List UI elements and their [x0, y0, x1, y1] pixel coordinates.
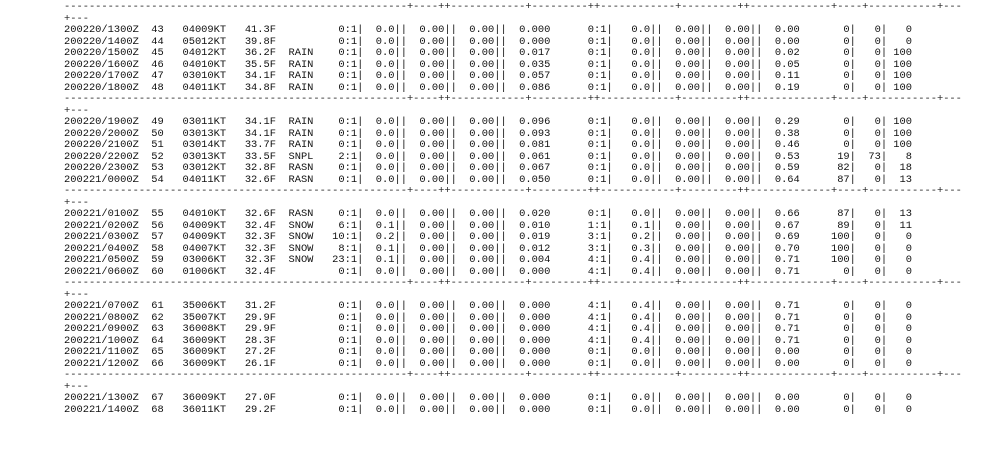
forecast-row: 200221/0300Z 57 04009KT 32.3F SNOW 10:1| 0.2|| 0.00|| 0.00|| 0.019 3:1| 0.2|| 0.00|| 0.00|| 0.69 100| 0| 0 — [64, 231, 913, 243]
separator-line: -------------------------------------------------------+----++------------+---------++------------+---------++-------------+----+-----------+--- — [64, 93, 962, 105]
separator-line: +--- — [64, 104, 89, 117]
forecast-row: 200221/0200Z 56 04009KT 32.4F SNOW 6:1| 0.1|| 0.00|| 0.00|| 0.010 1:1| 0.1|| 0.00|| 0.00|| 0.67 89| 0| 11 — [64, 219, 913, 232]
forecast-row: 200221/1300Z 67 36009KT 27.0F 0:1| 0.0|| 0.00|| 0.00|| 0.000 0:1| 0.0|| 0.00|| 0.00|| 0.00 0| 0| 0 — [64, 392, 913, 404]
forecast-text-table — [64, 2, 962, 416]
separator-line: -------------------------------------------------------+----++------------+---------++------------+---------++-------------+----+-----------+--- — [64, 1, 962, 13]
forecast-row: 200221/0900Z 63 36008KT 29.9F 0:1| 0.0|| 0.00|| 0.00|| 0.000 4:1| 0.4|| 0.00|| 0.00|| 0.71 0| 0| 0 — [64, 323, 913, 335]
forecast-row: 200220/1400Z 44 05012KT 39.8F 0:1| 0.0|| 0.00|| 0.00|| 0.000 0:1| 0.0|| 0.00|| 0.00|| 0.00 0| 0| 0 — [64, 35, 913, 48]
forecast-row: 200220/1500Z 45 04012KT 36.2F RAIN 0:1| 0.0|| 0.00|| 0.00|| 0.017 0:1| 0.0|| 0.00|| 0.00|| 0.02 0| 0| 100 — [64, 47, 913, 59]
forecast-row: 200220/2100Z 51 03014KT 33.7F RAIN 0:1| 0.0|| 0.00|| 0.00|| 0.081 0:1| 0.0|| 0.00|| 0.00|| 0.46 0| 0| 100 — [64, 139, 913, 151]
forecast-row: 200220/2000Z 50 03013KT 34.1F RAIN 0:1| 0.0|| 0.00|| 0.00|| 0.093 0:1| 0.0|| 0.00|| 0.00|| 0.38 0| 0| 100 — [64, 127, 913, 140]
forecast-row: 200221/1400Z 68 36011KT 29.2F 0:1| 0.0|| 0.00|| 0.00|| 0.000 0:1| 0.0|| 0.00|| 0.00|| 0.00 0| 0| 0 — [64, 403, 913, 416]
forecast-row: 200221/1200Z 66 36009KT 26.1F 0:1| 0.0|| 0.00|| 0.00|| 0.000 0:1| 0.0|| 0.00|| 0.00|| 0.00 0| 0| 0 — [64, 357, 913, 370]
forecast-row: 200220/2300Z 53 03012KT 32.8F RASN 0:1| 0.0|| 0.00|| 0.00|| 0.067 0:1| 0.0|| 0.00|| 0.00|| 0.59 82| 0| 18 — [64, 162, 913, 174]
separator-line: -------------------------------------------------------+----++------------+---------++------------+---------++-------------+----+-----------+--- — [64, 277, 962, 289]
forecast-row: 200220/1800Z 48 04011KT 34.8F RAIN 0:1| 0.0|| 0.00|| 0.00|| 0.086 0:1| 0.0|| 0.00|| 0.00|| 0.19 0| 0| 100 — [64, 81, 913, 94]
separator-line: +--- — [64, 288, 89, 301]
forecast-row: 200220/1300Z 43 04009KT 41.3F 0:1| 0.0|| 0.00|| 0.00|| 0.000 0:1| 0.0|| 0.00|| 0.00|| 0.00 0| 0| 0 — [64, 24, 913, 36]
separator-line: -------------------------------------------------------+----++------------+---------++------------+---------++-------------+----+-----------+--- — [64, 185, 962, 197]
forecast-row: 200220/1700Z 47 03010KT 34.1F RAIN 0:1| 0.0|| 0.00|| 0.00|| 0.057 0:1| 0.0|| 0.00|| 0.00|| 0.11 0| 0| 100 — [64, 70, 913, 82]
separator-line: -------------------------------------------------------+----++------------+---------++------------+---------++-------------+----+-----------+--- — [64, 369, 962, 381]
forecast-row: 200221/0400Z 58 04007KT 32.3F SNOW 8:1| 0.1|| 0.00|| 0.00|| 0.012 3:1| 0.3|| 0.00|| 0.00|| 0.70 100| 0| 0 — [64, 242, 913, 255]
forecast-row: 200221/0100Z 55 04010KT 32.6F RASN 0:1| 0.0|| 0.00|| 0.00|| 0.020 0:1| 0.0|| 0.00|| 0.00|| 0.66 87| 0| 13 — [64, 208, 913, 220]
forecast-row: 200220/1600Z 46 04010KT 35.5F RAIN 0:1| 0.0|| 0.00|| 0.00|| 0.035 0:1| 0.0|| 0.00|| 0.00|| 0.05 0| 0| 100 — [64, 58, 913, 71]
forecast-row: 200221/1100Z 65 36009KT 27.2F 0:1| 0.0|| 0.00|| 0.00|| 0.000 0:1| 0.0|| 0.00|| 0.00|| 0.00 0| 0| 0 — [64, 346, 913, 358]
separator-line: +--- — [64, 196, 89, 209]
forecast-row: 200220/2200Z 52 03013KT 33.5F SNPL 2:1| 0.0|| 0.00|| 0.00|| 0.061 0:1| 0.0|| 0.00|| 0.00|| 0.53 19| 73| 8 — [64, 150, 913, 163]
forecast-row: 200221/0000Z 54 04011KT 32.6F RASN 0:1| 0.0|| 0.00|| 0.00|| 0.050 0:1| 0.0|| 0.00|| 0.00|| 0.64 87| 0| 13 — [64, 173, 913, 186]
forecast-row: 200221/0800Z 62 35007KT 29.9F 0:1| 0.0|| 0.00|| 0.00|| 0.000 4:1| 0.4|| 0.00|| 0.00|| 0.71 0| 0| 0 — [64, 311, 913, 324]
separator-line: +--- — [64, 12, 89, 25]
forecast-row: 200221/0600Z 60 01006KT 32.4F 0:1| 0.0|| 0.00|| 0.00|| 0.000 4:1| 0.4|| 0.00|| 0.00|| 0.71 0| 0| 0 — [64, 265, 913, 278]
forecast-row: 200220/1900Z 49 03011KT 34.1F RAIN 0:1| 0.0|| 0.00|| 0.00|| 0.096 0:1| 0.0|| 0.00|| 0.00|| 0.29 0| 0| 100 — [64, 116, 913, 128]
forecast-row: 200221/0500Z 59 03006KT 32.3F SNOW 23:1| 0.1|| 0.00|| 0.00|| 0.004 4:1| 0.4|| 0.00|| 0.00|| 0.71 100| 0| 0 — [64, 254, 913, 266]
forecast-row: 200221/0700Z 61 35006KT 31.2F 0:1| 0.0|| 0.00|| 0.00|| 0.000 4:1| 0.4|| 0.00|| 0.00|| 0.71 0| 0| 0 — [64, 300, 913, 312]
forecast-row: 200221/1000Z 64 36009KT 28.3F 0:1| 0.0|| 0.00|| 0.00|| 0.000 4:1| 0.4|| 0.00|| 0.00|| 0.71 0| 0| 0 — [64, 334, 913, 347]
separator-line: +--- — [64, 380, 89, 393]
